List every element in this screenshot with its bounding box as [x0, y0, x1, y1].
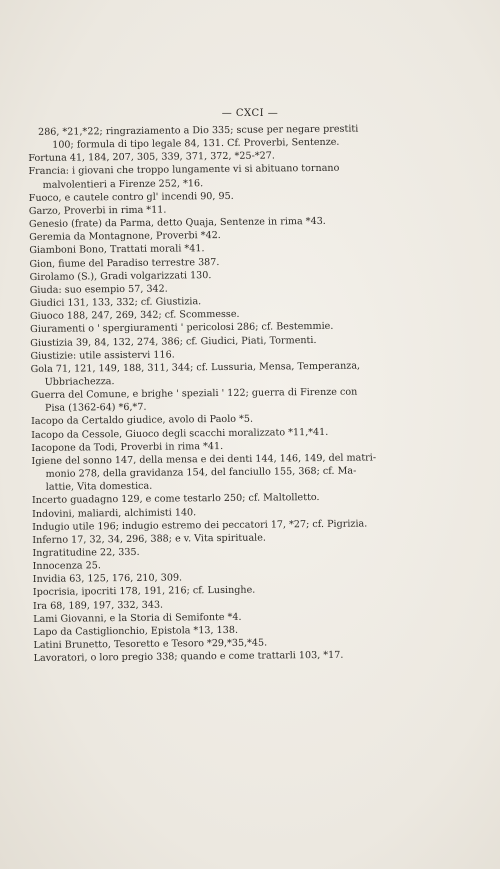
index-entry-line: Gola 71, 121, 149, 188, 311, 344; cf. Lussuria, Mensa, Temperanza,	[30, 360, 361, 375]
index-entry-line: Geremia da Montagnone, Proverbi *42.	[29, 230, 221, 244]
index-entry-line: Giuoco 188, 247, 269, 342; cf. Scommesse.	[29, 308, 240, 323]
index-entry-line: Innocenza 25.	[32, 560, 101, 573]
index-entry-continuation: 100; formula di tipo legale 84, 131. Cf. Proverbi, Sentenze.	[52, 136, 340, 151]
index-entry-continuation: malvolentieri a Firenze 252, *16.	[42, 177, 204, 191]
index-entry-line: Indovini, maliardi, alchimisti 140.	[32, 506, 197, 520]
index-entry-line: Ipocrisia, ipocriti 178, 191, 216; cf. Lusinghe.	[32, 585, 256, 599]
index-entry-line: Ingratitudine 22, 335.	[32, 546, 140, 559]
index-entry-line: Iacopo da Cessole, Giuoco degli scacchi moralizzato *11,*41.	[31, 426, 329, 441]
index-entry-line: Giustizia 39, 84, 132, 274, 386; cf. Giudici, Piati, Tormenti.	[30, 334, 317, 349]
index-entry-line: Giuramenti o ' spergiuramenti ' pericolosi 286; cf. Bestemmie.	[30, 321, 334, 336]
index-entry-line: Iacopone da Todi, Proverbi in rima *41.	[31, 440, 224, 454]
index-entry-line: Fortuna 41, 184, 207, 305, 339, 371, 372, *25-*27.	[28, 150, 275, 165]
index-entry-line: Giuda: suo esempio 57, 342.	[29, 283, 168, 296]
index-entry-continuation: Ubbriachezza.	[44, 376, 115, 388]
index-entry-continuation: monio 278, della gravidanza 154, del fanciullo 155, 368; cf. Ma-	[45, 465, 357, 480]
index-entry-line: Giustizie: utile assistervi 116.	[30, 349, 175, 362]
index-entry-line: 286, *21,*22; ringraziamento a Dio 335; scuse per negare prestiti	[38, 123, 359, 138]
index-entry-line: Lami Giovanni, e la Storia di Semifonte *4.	[33, 611, 242, 625]
index-entry-line: Genesio (frate) da Parma, detto Quaja, Sentenze in rima *43.	[28, 215, 326, 231]
index-entry-line: Invidia 63, 125, 176, 210, 309.	[32, 572, 183, 586]
index-entry-continuation: Pisa (1362-64) *6,*7.	[44, 402, 147, 415]
index-entry-line: Iacopo da Certaldo giudice, avolo di Paolo *5.	[31, 414, 254, 428]
index-entry-line: Lavoratori, o loro pregio 338; quando e come trattarli 103, *17.	[33, 649, 344, 665]
index-entry-line: Igiene del sonno 147, della mensa e dei denti 144, 146, 149, del matri-	[31, 452, 377, 467]
index-entry-line: Francia: i giovani che troppo lungamente vi si abituano tornano	[28, 163, 340, 178]
index-entry-line: Guerra del Comune, e brighe ' speziali ' 122; guerra di Firenze con	[30, 386, 358, 402]
index-entry-line: Giudici 131, 133, 332; cf. Giustizia.	[29, 296, 202, 310]
index-entry-line: Ira 68, 189, 197, 332, 343.	[32, 599, 164, 612]
index-entry-continuation: lattie, Vita domestica.	[45, 480, 153, 494]
page-number-header: — CXCI —	[221, 108, 279, 119]
index-entry-line: Garzo, Proverbi in rima *11.	[28, 204, 167, 217]
index-list	[28, 121, 482, 665]
index-entry	[31, 450, 479, 494]
index-entry-line: Inferno 17, 32, 34, 296, 388; e v. Vita spirituale.	[32, 532, 266, 546]
index-entry-line: Girolamo (S.), Gradi volgarizzati 130.	[29, 269, 212, 283]
index-entry-line: Lapo da Castiglionchio, Epistola *13, 138.	[33, 624, 239, 638]
index-entry-line: Indugio utile 196; indugio estremo dei peccatori 17, *27; cf. Pigrizia.	[32, 518, 368, 533]
index-entry-line: Fuoco, e cautele contro gl' incendi 90, 95.	[28, 190, 234, 204]
index-entry-line: Gion, fiume del Paradiso terrestre 387.	[29, 256, 220, 270]
index-entry-line: Latini Brunetto, Tesoretto e Tesoro *29,*35,*45.	[33, 637, 268, 652]
index-entry-line: Giamboni Bono, Trattati morali *41.	[29, 243, 205, 257]
index-entry-line: Incerto guadagno 129, e come testarlo 250; cf. Maltolletto.	[31, 492, 320, 507]
